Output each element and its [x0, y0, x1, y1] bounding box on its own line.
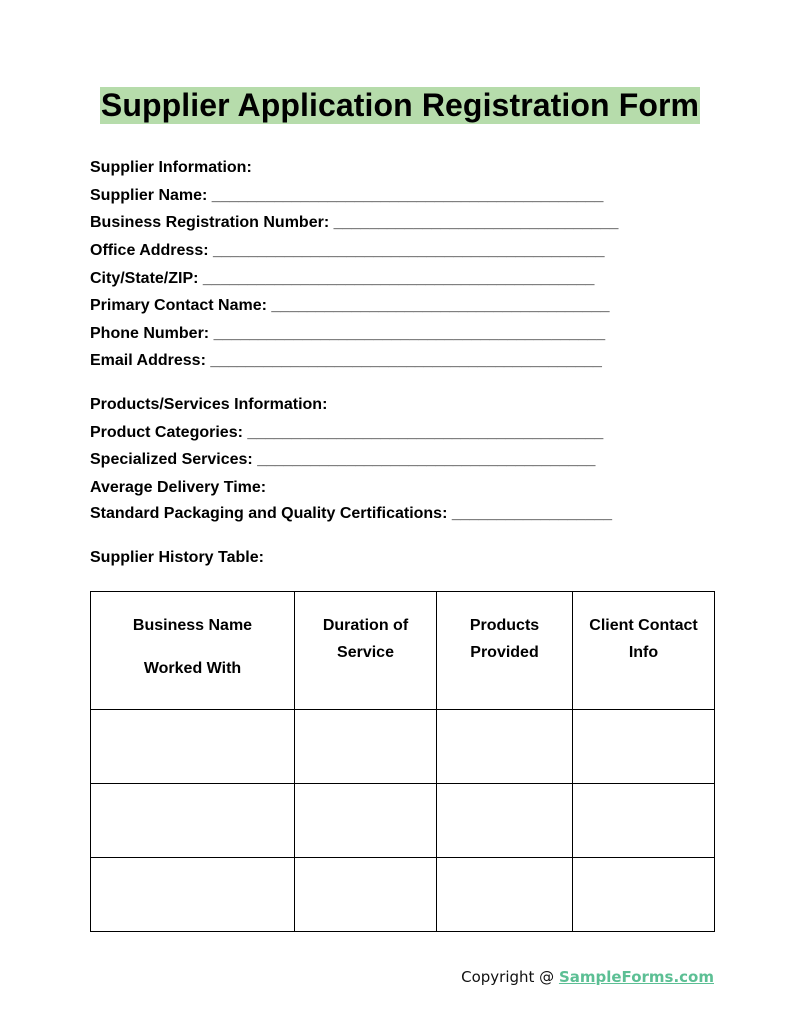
table-cell[interactable]	[91, 858, 295, 932]
page-title: Supplier Application Registration Form	[100, 87, 700, 123]
city-state-zip-field[interactable]: City/State/ZIP: ____________________________________________	[90, 270, 595, 287]
table-cell[interactable]	[295, 858, 437, 932]
column-header-line: Worked With	[143, 660, 242, 677]
table-row	[91, 710, 715, 784]
packaging-certifications-field[interactable]: Standard Packaging and Quality Certifications: __________________	[90, 505, 613, 522]
column-header-business-name	[91, 592, 295, 710]
products-info-heading: Products/Services Information:	[90, 396, 328, 413]
table-row	[91, 858, 715, 932]
product-categories-field[interactable]: Product Categories: ________________________________________	[90, 424, 604, 441]
title-wrapper	[0, 87, 800, 124]
supplier-history-table	[90, 591, 715, 932]
column-header-line: Products	[469, 617, 540, 634]
business-registration-number-field[interactable]: Business Registration Number: ________________________________	[90, 214, 619, 231]
history-table-heading: Supplier History Table:	[90, 549, 264, 566]
primary-contact-name-field[interactable]: Primary Contact Name: ______________________________________	[90, 297, 610, 314]
email-address-field[interactable]: Email Address: ____________________________________________	[90, 352, 602, 369]
column-header-line: Business Name	[132, 617, 253, 634]
office-address-field[interactable]: Office Address: ____________________________________________	[90, 242, 605, 259]
phone-number-field[interactable]: Phone Number: ____________________________________________	[90, 325, 606, 342]
average-delivery-time-field[interactable]: Average Delivery Time:	[90, 479, 267, 496]
footer-copyright	[461, 968, 714, 986]
copyright-text: Copyright @	[461, 968, 559, 986]
column-header-line: Info	[628, 644, 659, 661]
table-cell[interactable]	[573, 784, 715, 858]
column-header-line: Service	[337, 644, 394, 661]
table-cell[interactable]	[437, 784, 573, 858]
column-header-client-contact	[573, 592, 715, 710]
table-cell[interactable]	[437, 710, 573, 784]
table-cell[interactable]	[573, 858, 715, 932]
table-header-row	[91, 592, 715, 710]
table-cell[interactable]	[91, 784, 295, 858]
column-header-line: Client Contact	[589, 617, 698, 634]
column-header-products	[437, 592, 573, 710]
table-cell[interactable]	[295, 784, 437, 858]
column-header-line: Duration of	[322, 617, 409, 634]
table-cell[interactable]	[437, 858, 573, 932]
table-row	[91, 784, 715, 858]
specialized-services-field[interactable]: Specialized Services: ______________________________________	[90, 451, 596, 468]
column-header-line: Provided	[470, 644, 539, 661]
brand-link[interactable]: SampleForms.com	[558, 968, 714, 986]
table-cell[interactable]	[295, 710, 437, 784]
table-cell[interactable]	[91, 710, 295, 784]
supplier-info-heading: Supplier Information:	[90, 159, 252, 176]
table-cell[interactable]	[573, 710, 715, 784]
supplier-name-field[interactable]: Supplier Name: ____________________________________________	[90, 187, 604, 204]
column-header-duration	[295, 592, 437, 710]
